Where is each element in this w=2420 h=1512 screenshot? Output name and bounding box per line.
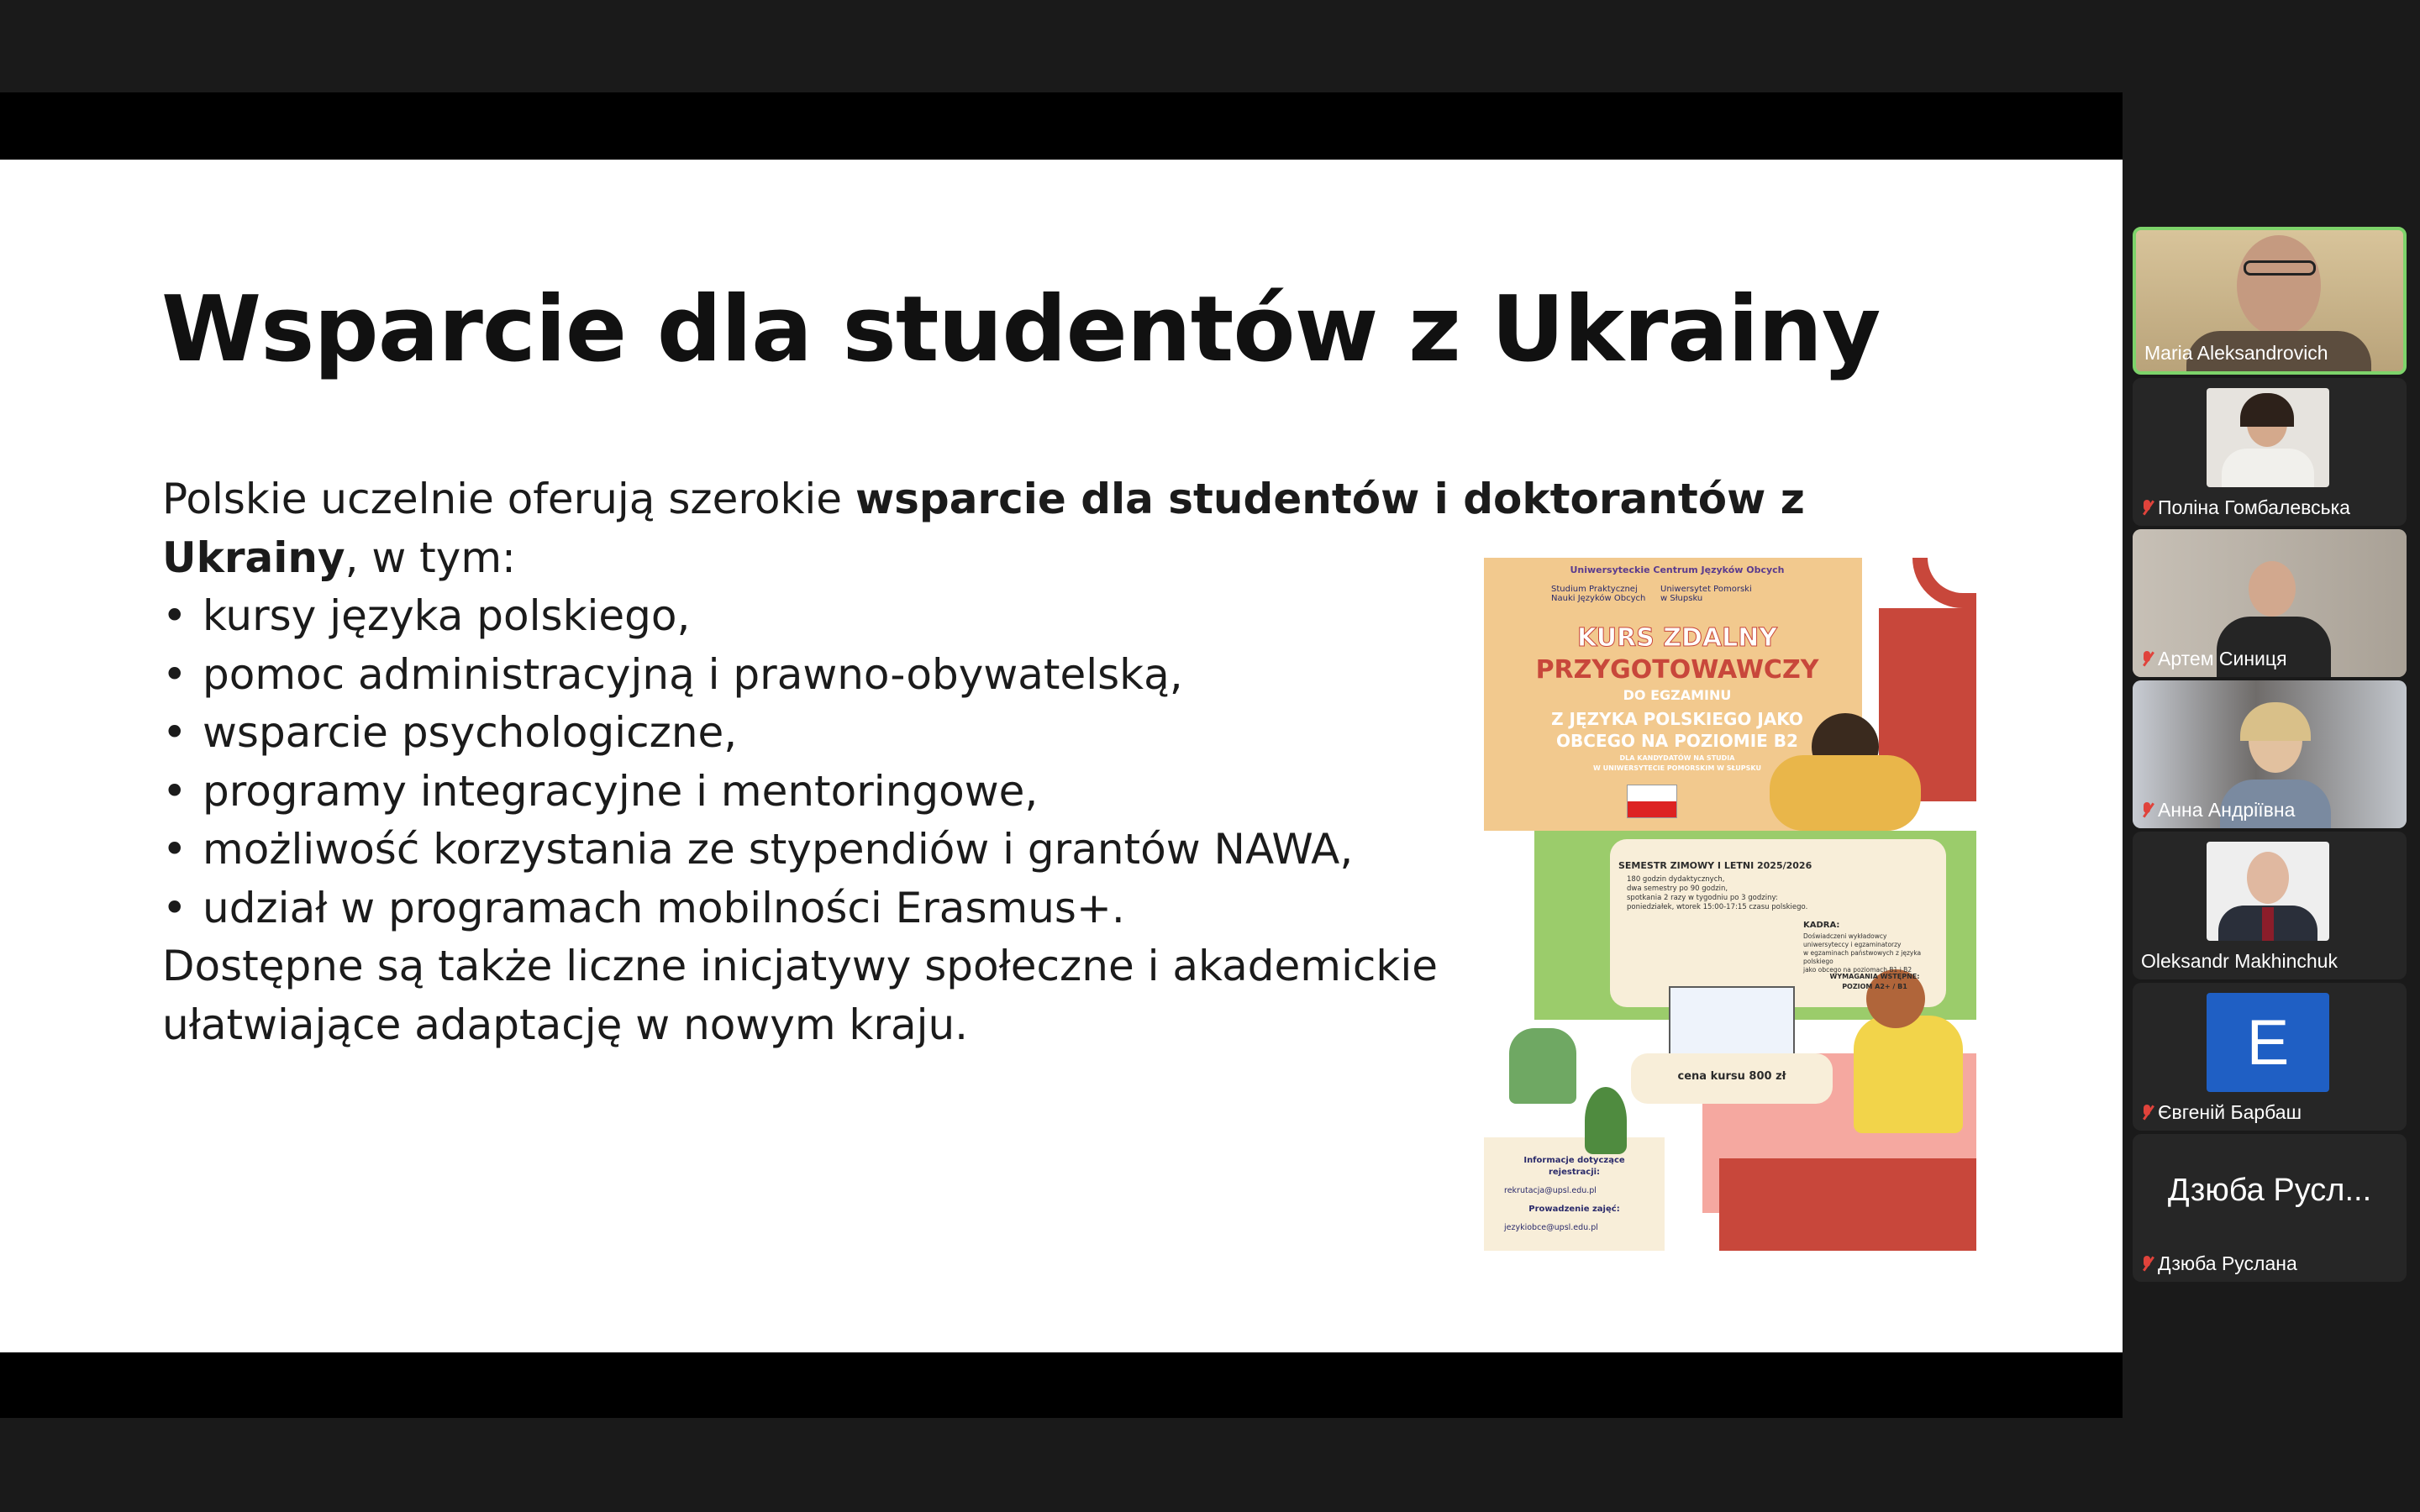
kadra-line: w egzaminach państwowych z języka polskiego <box>1803 949 1922 965</box>
muted-mic-icon <box>2141 1104 2153 1122</box>
list-item: • programy integracyjne i mentoringowe, <box>162 763 2011 822</box>
participant-name <box>2141 1101 2302 1124</box>
participant-name <box>2141 799 2295 822</box>
poster-email-2: jezykiobce@upsl.edu.pl <box>1504 1223 1598 1232</box>
profile-photo <box>2207 842 2329 941</box>
poster-title-4: Z JĘZYKA POLSKIEGO JAKO <box>1551 709 1803 729</box>
detail-line: dwa semestry po 90 godzin, <box>1627 885 1728 893</box>
closing-line: Dostępne są także liczne inicjatywy społeczne i akademickie <box>162 942 1438 990</box>
poster-requirements: WYMAGANIA WSTĘPNE: <box>1829 973 1920 980</box>
participant-tile[interactable] <box>2133 1134 2407 1282</box>
poster-semester: SEMESTR ZIMOWY I LETNI 2025/2026 <box>1618 860 1812 871</box>
muted-mic-icon <box>2141 801 2153 820</box>
presentation-slide <box>0 160 2123 1352</box>
photo-hair <box>2240 393 2294 427</box>
muted-mic-icon <box>2141 1255 2153 1273</box>
list-item: • udział w programach mobilności Erasmus+. <box>162 879 2011 938</box>
poster-requirements-level: POZIOM A2+ / B1 <box>1842 983 1907 990</box>
muted-mic-icon <box>2141 650 2153 669</box>
name-label: Oleksandr Makhinchuk <box>2141 950 2338 972</box>
meeting-top-bar <box>0 0 2420 92</box>
participant-name <box>2144 342 2328 365</box>
poster-price: cena kursu 800 zł <box>1677 1070 1786 1083</box>
participant-tile-active[interactable] <box>2133 227 2407 375</box>
slide-title: Wsparcie dla studentów z Ukrainy <box>161 277 1881 382</box>
poster-title-7: W UNIWERSYTECIE POMORSKIM W SŁUPSKU <box>1593 764 1761 772</box>
person-head-shape <box>2249 561 2296 617</box>
poster-kadra-title: KADRA: <box>1803 921 1840 930</box>
intro-plain: Polskie uczelnie oferują szerokie <box>162 475 855 523</box>
kadra-line: jako obcego na poziomach B1 i B2 <box>1803 966 1912 974</box>
poster-title-6: DLA KANDYDATÓW NA STUDIA <box>1619 754 1735 762</box>
participant-tile[interactable] <box>2133 529 2407 677</box>
poster-info-title: Informacje dotyczące <box>1523 1156 1625 1165</box>
course-poster-image <box>1484 558 1976 1251</box>
poster-classes-title: Prowadzenie zajęć: <box>1528 1205 1620 1214</box>
intro-tail: , w tym: <box>345 533 516 582</box>
detail-line: 180 godzin dydaktycznych, <box>1627 875 1725 884</box>
name-label: Євгеній Барбаш <box>2158 1101 2302 1123</box>
photo-head <box>2247 852 2289 904</box>
participant-tile[interactable] <box>2133 680 2407 828</box>
avatar-initial: E <box>2246 1006 2290 1079</box>
person-head-shape <box>2237 235 2321 336</box>
name-label: Дзюба Руслана <box>2158 1252 2297 1274</box>
initial-avatar <box>2207 993 2329 1092</box>
participant-name <box>2141 496 2350 519</box>
tie-icon <box>2262 907 2274 941</box>
closing-line: ułatwiające adaptację w nowym kraju. <box>162 1000 969 1049</box>
poster-title-3: DO EGZAMINU <box>1623 687 1732 703</box>
participant-name <box>2141 950 2338 973</box>
poster-info-title-2: rejestracji: <box>1548 1168 1601 1177</box>
poster-email-1: rekrutacja@upsl.edu.pl <box>1504 1186 1597 1195</box>
poster-red-bottom <box>1719 1158 1976 1251</box>
name-label: Поліна Гомбалевська <box>2158 496 2350 518</box>
poster-header: Uniwersyteckie Centrum Języków Obcych <box>1570 564 1785 575</box>
student-with-laptop-icon <box>1854 1016 1963 1133</box>
poster-title-5: OBCEGO NA POZIOMIE B2 <box>1556 731 1798 751</box>
reading-child-icon <box>1509 1028 1576 1104</box>
participant-display-name: Дзюба Русл... <box>2167 1173 2372 1208</box>
poster-logo-2: Uniwersytet Pomorski w Słupsku <box>1660 585 1752 603</box>
participant-name <box>2141 1252 2297 1275</box>
name-label: Артем Синиця <box>2158 648 2287 669</box>
detail-line: poniedziałek, wtorek 15:00-17:15 czasu polskiego. <box>1627 903 1808 911</box>
muted-mic-icon <box>2141 499 2153 517</box>
participant-tile[interactable] <box>2133 983 2407 1131</box>
participant-name <box>2141 648 2287 670</box>
participant-tile[interactable] <box>2133 832 2407 979</box>
polish-flag-icon <box>1627 785 1677 818</box>
poster-title-1: KURS ZDALNY <box>1576 623 1778 653</box>
plant-icon <box>1585 1087 1627 1154</box>
poster-kadra-text <box>1803 932 1946 974</box>
detail-line: spotkania 2 razy w tygodniu po 3 godziny: <box>1627 894 1778 902</box>
name-label: Maria Aleksandrovich <box>2144 342 2328 364</box>
kadra-line: Doświadczeni wykładowcy <box>1803 932 1887 940</box>
list-item: • możliwość korzystania ze stypendiów i grantów NAWA, <box>162 821 2011 879</box>
participant-tile[interactable] <box>2133 378 2407 526</box>
poster-details <box>1627 875 1929 912</box>
poster-logo-1: Studium Praktycznej Nauki Języków Obcych <box>1551 585 1646 603</box>
kadra-line: uniwersyteccy i egzaminatorzy <box>1803 941 1902 948</box>
name-label: Анна Андріївна <box>2158 799 2296 821</box>
meeting-bottom-bar <box>0 1418 2420 1512</box>
profile-photo <box>2207 388 2329 487</box>
poster-title-2: PRZYGOTOWAWCZY <box>1535 655 1819 685</box>
glasses-icon <box>2244 260 2316 276</box>
photo-body <box>2222 449 2314 487</box>
list-item: • wsparcie psychologiczne, <box>162 704 2011 763</box>
intro-bold: wsparcie dla studentów i doktorantów z Ukrainy <box>162 475 1805 582</box>
list-item: • pomoc administracyjną i prawno-obywatelską, <box>162 646 2011 705</box>
list-item: • kursy języka polskiego, <box>162 587 2011 646</box>
